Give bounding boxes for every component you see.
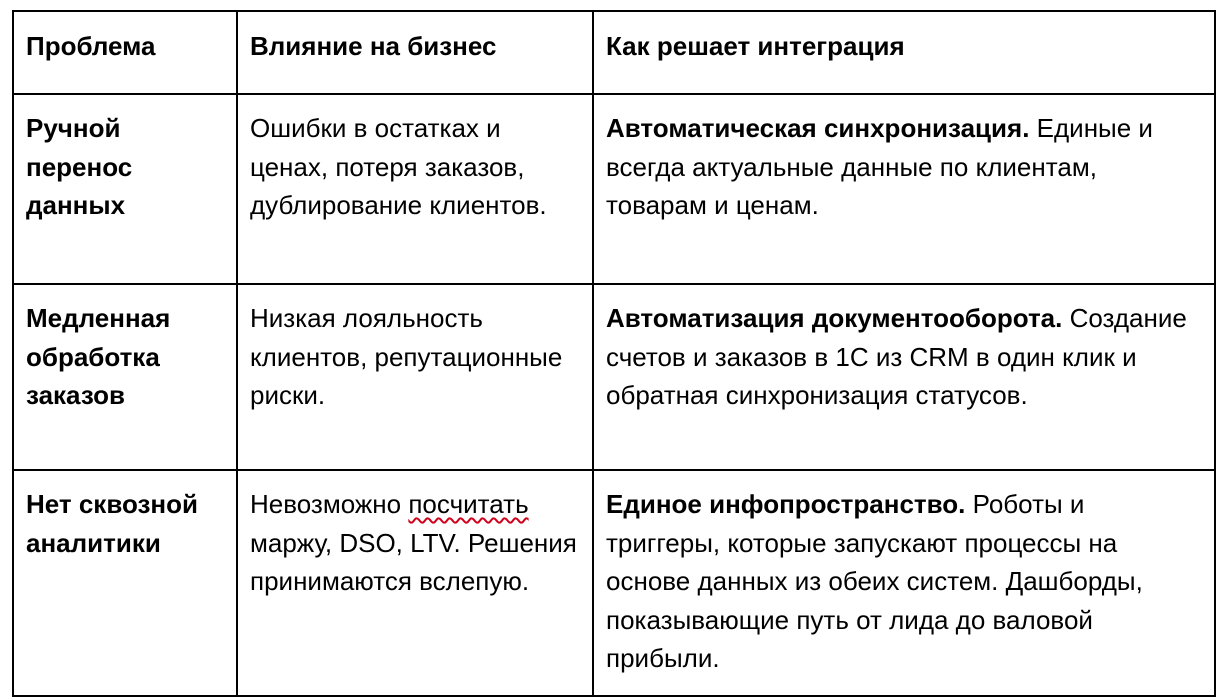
table-header-row [13,11,1215,94]
impact-cell: Ошибки в остатках и ценах, потеря заказов, дублирование клиентов. [237,94,593,284]
comparison-table [12,10,1216,697]
solution-title: Автоматическая синхронизация. [606,113,1030,143]
header-problem: Проблема [13,11,237,94]
solution-text: Роботы и триггеры, которые запускают процессы на основе данных из обеих систем. Дашборды, показывающие путь от лида до валовой прибыли. [606,489,1143,673]
table-row [13,94,1215,284]
solution-cell [593,284,1215,470]
impact-cell: Низкая лояльность клиентов, репутационные риски. [237,284,593,470]
header-impact: Влияние на бизнес [237,11,593,94]
solution-title: Единое инфопространство. [606,489,966,519]
problem-cell: Ручной перенос данных [13,94,237,284]
solution-cell [593,94,1215,284]
solution-text: Создание счетов и заказов в 1С из CRM в один клик и обратная синхронизация статусов. [606,303,1187,410]
impact-text-before: Невозможно [250,489,402,519]
spellcheck-word[interactable]: посчитать [408,489,529,519]
solution-title: Автоматизация документооборота. [606,303,1063,333]
impact-text-after: маржу, DSO, LTV. Решения принимаются вслепую. [250,527,577,596]
header-solution: Как решает интеграция [593,11,1215,94]
impact-cell [237,470,593,696]
table-row [13,470,1215,696]
solution-text: Единые и всегда актуальные данные по клиентам, товарам и ценам. [606,113,1153,220]
table-row [13,284,1215,470]
problem-cell: Медленная обработка заказов [13,284,237,470]
problem-cell: Нет сквозной аналитики [13,470,237,696]
solution-cell [593,470,1215,696]
